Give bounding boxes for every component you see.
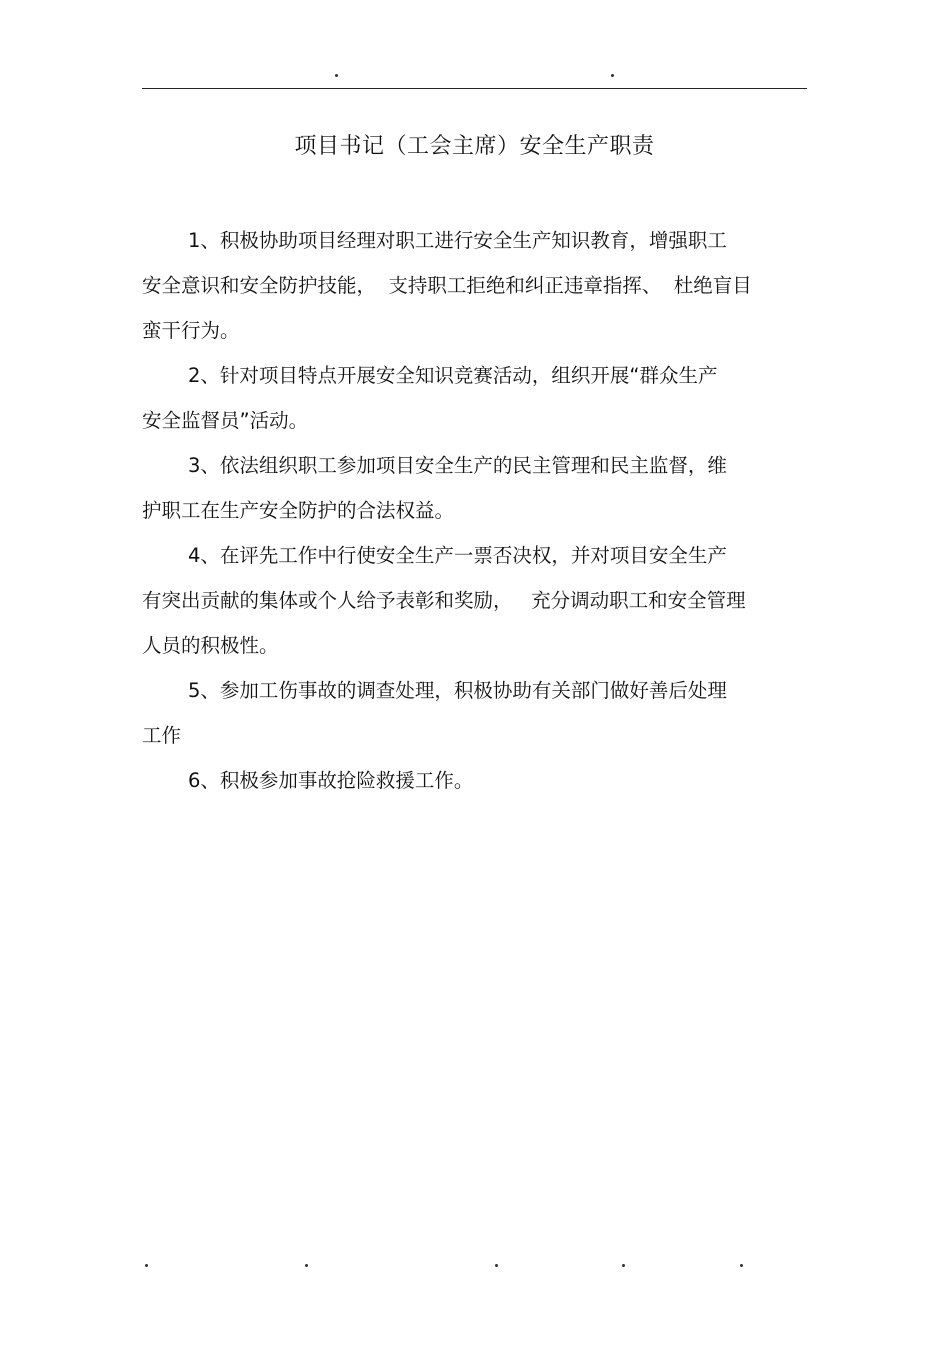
footer-dot [305, 1264, 308, 1267]
paragraph-line: 4、在评先工作中行使安全生产一票否决权，并对项目安全生产 [188, 544, 727, 567]
footer-dot [740, 1264, 743, 1267]
paragraph-line: 有突出贡献的集体或个人给予表彰和奖励， 充分调动职工和安全管理 [142, 589, 746, 612]
paragraph-4 [142, 533, 807, 668]
paragraph-line: 3、依法组织职工参加项目安全生产的民主管理和民主监督，维 [188, 454, 727, 477]
document-title: 项目书记（工会主席）安全生产职责 [294, 134, 655, 159]
footer-dot [622, 1264, 625, 1267]
paragraph-1 [142, 218, 807, 353]
paragraph-line: 2、针对项目特点开展安全知识竞赛活动，组织开展“群众生产 [188, 364, 718, 387]
paragraph-6 [142, 758, 807, 803]
footer-dot [495, 1264, 498, 1267]
paragraph-2 [142, 353, 807, 443]
footer-dot [145, 1264, 148, 1267]
paragraph-line: 工作 [142, 724, 182, 747]
header-rule [142, 88, 807, 89]
paragraph-3 [142, 443, 807, 533]
paragraph-line: 人员的积极性。 [142, 634, 279, 657]
paragraph-line: 6、积极参加事故抢险救援工作。 [188, 769, 474, 792]
header-dot-right [611, 74, 614, 77]
paragraph-line: 护职工在生产安全防护的合法权益。 [142, 499, 455, 522]
paragraph-line: 安全意识和安全防护技能， 支持职工拒绝和纠正违章指挥、 杜绝盲目 [142, 274, 752, 297]
paragraph-line: 蛮干行为。 [142, 319, 240, 342]
paragraph-line: 安全监督员”活动。 [142, 409, 309, 432]
header-dot-left [335, 74, 338, 77]
document-body [142, 218, 807, 803]
paragraph-line: 1、积极协助项目经理对职工进行安全生产知识教育，增强职工 [188, 229, 727, 252]
paragraph-line: 5、参加工伤事故的调查处理，积极协助有关部门做好善后处理 [188, 679, 727, 702]
paragraph-5 [142, 668, 807, 758]
